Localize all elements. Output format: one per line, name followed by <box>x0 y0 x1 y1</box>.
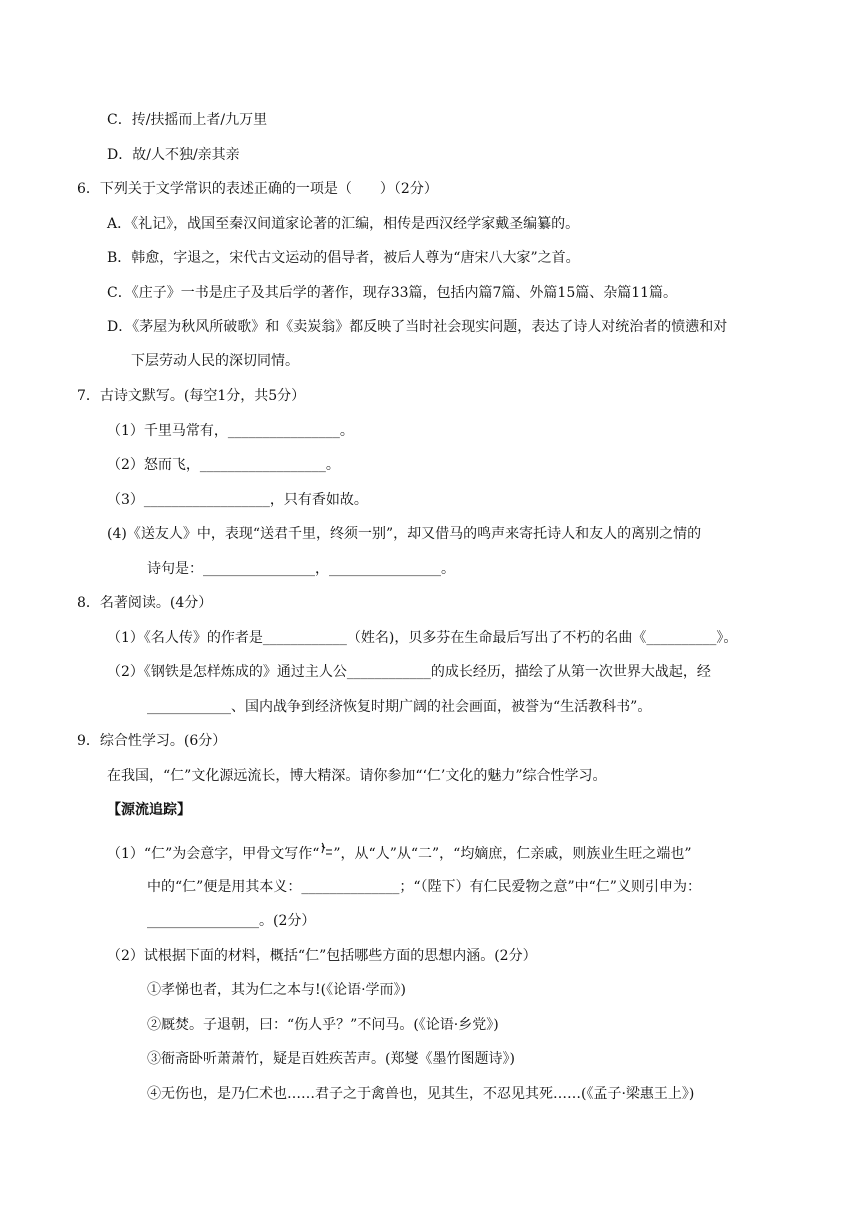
oracle-bone-ren-icon <box>319 845 333 859</box>
q8-item-2-line1: （2）《钢铁是怎样炼成的》通过主人公____________的成长经历，描绘了从第一次世界大战起，经 <box>107 664 711 680</box>
q7-item-2: （2）怒而飞，__________________。 <box>107 457 340 473</box>
q7-item-3: （3）__________________，只有香如故。 <box>107 492 368 508</box>
q8-item-1: （1）《名人传》的作者是____________（姓名)，贝多芬在生命最后写出了不朽的名曲《__________》。 <box>107 630 738 646</box>
q9-item-1-post: ”，从“人”从“二”，“均嫡庶，仁亲戚，则族业生旺之端也” <box>333 846 692 862</box>
q6-option-b: B．韩愈，字退之，宋代古文运动的倡导者，被后人尊为“唐宋八大家”之首。 <box>107 250 580 266</box>
q7-item-1: （1）千里马常有，________________。 <box>107 423 354 439</box>
q9-material-4: ④无伤也，是乃仁术也……君子之于禽兽也，见其生，不忍见其死……(《孟子·梁惠王上》) <box>147 1086 695 1102</box>
q7-stem: 7．古诗文默写。(每空1分，共5分） <box>77 388 306 404</box>
q6-option-a: A．《礼记》，战国至秦汉间道家论著的汇编，相传是西汉经学家戴圣编纂的。 <box>107 216 580 232</box>
q9-item-1-line1 <box>107 845 692 861</box>
q9-material-2: ②厩焚。子退朝，曰：“伤人乎？”不问马。(《论语·乡党》) <box>147 1017 499 1033</box>
q9-item-1-line3: ________________。(2分） <box>147 913 316 929</box>
q8-stem: 8．名著阅读。(4分） <box>77 595 213 611</box>
q6-option-d-line2: 下层劳动人民的深切同情。 <box>131 353 299 369</box>
q9-stem: 9．综合性学习。(6分） <box>77 733 227 749</box>
q9-item-1-pre: （1）“仁”为会意字，甲骨文写作“ <box>107 846 320 862</box>
q9-material-3: ③衙斋卧听萧萧竹，疑是百姓疾苦声。(郑燮《墨竹图题诗》) <box>147 1051 515 1067</box>
q6-option-c: C．《庄子》一书是庄子及其后学的著作，现存33篇，包括内篇7篇、外篇15篇、杂篇11篇。 <box>107 285 678 301</box>
q7-item-4-line2: 诗句是：________________，________________。 <box>147 561 455 577</box>
q6-option-d-line1: D．《茅屋为秋风所破歌》和《卖炭翁》都反映了当时社会现实问题，表达了诗人对统治者的愤懑和对 <box>107 319 728 335</box>
q8-item-2-line2: ____________、国内战争到经济恢复时期广阔的社会画面，被誉为“生活教科书”。 <box>147 699 652 715</box>
q9-item-2: （2）试根据下面的材料，概括“仁”包括哪些方面的思想内涵。(2分） <box>107 948 537 964</box>
q7-item-4-line1: (4)《送友人》中，表现“送君千里，终须一别”，却又借马的鸣声来寄托诗人和友人的离别之情的 <box>107 526 702 542</box>
q6-stem: 6．下列关于文学常识的表述正确的一项是（ ）（2分） <box>77 181 438 197</box>
q9-section-heading: 【源流追踪】 <box>107 802 191 818</box>
q9-item-1-line2: 中的“仁”便是用其本义：______________；“（陛下）有仁民爱物之意”中“仁”义则引申为： <box>147 879 701 895</box>
q9-material-1: ①孝悌也者，其为仁之本与!(《论语·学而》) <box>147 982 406 998</box>
q9-intro: 在我国，“仁”文化源远流长，博大精深。请你参加“‘仁’文化的魅力”综合性学习。 <box>107 768 607 784</box>
q5-option-c: C．抟/扶摇而上者/九万里 <box>107 112 268 128</box>
q5-option-d: D．故/人不独/亲其亲 <box>107 147 240 163</box>
